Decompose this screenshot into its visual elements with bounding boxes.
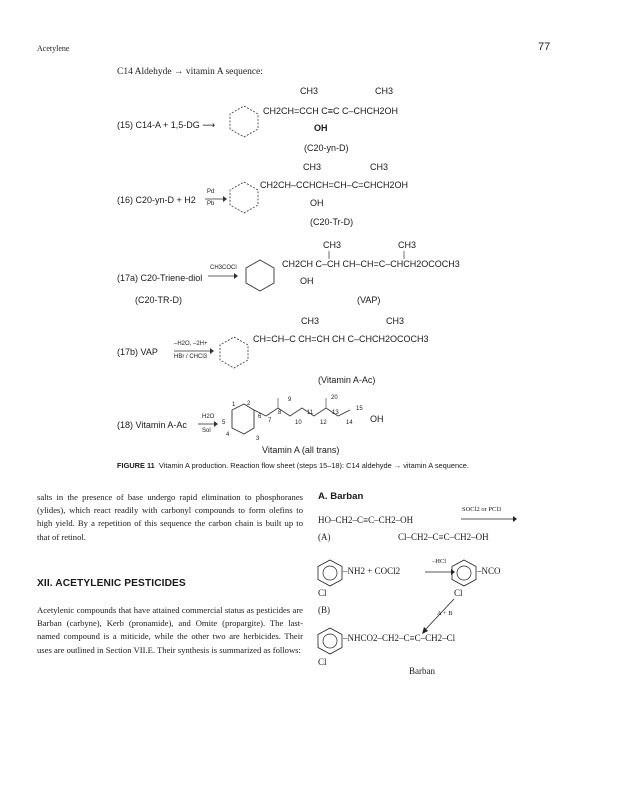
s15-ch3a: CH3	[300, 86, 319, 96]
s16-chain: CH2CH–CCHCH=CH–C=CHCH2OH	[260, 180, 409, 190]
s15-product: (C20-yn-D)	[304, 143, 349, 153]
s18-num-1: 1	[232, 402, 236, 408]
s17b-product: (Vitamin A-Ac)	[318, 375, 376, 385]
s17a-oh: OH	[300, 276, 314, 286]
rxn-a-reagent: SOCl2 or PCl3	[462, 506, 502, 513]
s16-cond-top: Pd	[207, 189, 215, 195]
s17b-arrow	[174, 348, 214, 354]
rxn-a-left: HO–CH2–C≡C–CH2–OH	[318, 515, 414, 525]
rxn-b-cl-left: Cl	[318, 588, 327, 598]
s18-num-15: 15	[356, 406, 363, 412]
caption-label: FIGURE 11	[117, 461, 155, 470]
s17a-ch3a: CH3	[323, 240, 342, 250]
rxn-b-cl-right: Cl	[454, 588, 463, 598]
page-number: 77	[538, 41, 551, 53]
s16-product: (C20-Tr-D)	[310, 217, 354, 227]
s17b-ring	[218, 335, 250, 369]
rxn-b-reagent: –HCl	[432, 558, 447, 565]
barban-ring	[317, 627, 343, 655]
s18-num-13: 13	[332, 410, 339, 416]
s17b-label: (17b) VAP	[117, 347, 158, 357]
rxn-b-arrow-label: A + B	[437, 610, 453, 617]
s17a-bonds	[0, 0, 617, 300]
s18-cond-bot: Sol	[202, 428, 211, 434]
s18-label: (18) Vitamin A-Ac	[117, 420, 187, 430]
paragraph-pesticides: Acetylenic compounds that have attained commercial status as pesticides are Barban (carbyne), Kerb (pronamide), and Omite (propargite). The last-named compound is a miticide, while the other two are herbicides. Their uses are outlined in Section VII.E. Their synthesis is summarized as follows:	[37, 605, 303, 655]
s18-cond-top: H2O	[202, 414, 215, 420]
rxn-b-ring-left	[317, 559, 343, 587]
s17a-chain: CH2CH C–CH CH–CH=C–CHCH2OCOCH3	[282, 259, 460, 269]
rxn-b-ring-right	[451, 559, 477, 587]
s16-oh: OH	[310, 198, 324, 208]
barban-chain: –NHCO2–CH2–C≡C–CH2–Cl	[343, 633, 456, 643]
caption-text: Vitamin A production. Reaction flow sheet (steps 15–18): C14 aldehyde → vitamin A sequence.	[158, 461, 469, 470]
s18-product: Vitamin A (all trans)	[262, 445, 340, 455]
s15-label: (15) C14-A + 1,5-DG ⟶	[117, 120, 216, 130]
s17b-cond-bot: HBr / CHCl3	[174, 354, 208, 360]
s18-num-4: 4	[226, 432, 230, 438]
paragraph-ylides: salts in the presence of base undergo rapid elimination to phosphoranes (ylides), which react readily with carbonyl compounds to form olefins to high yield. By a repetition of this sequence the carbon chain is built up to that of retinol.	[37, 492, 303, 542]
s17a-ch3b: CH3	[398, 240, 417, 250]
s18-num-8: 8	[278, 410, 282, 416]
s16-label: (16) C20-yn-D + H2	[117, 195, 196, 205]
rxn-b-right: –NCO	[477, 566, 501, 576]
s18-num-6: 6	[258, 414, 262, 420]
s16-cond-bot: Pb	[207, 201, 215, 207]
s17b-ch3b: CH3	[386, 316, 405, 326]
s17a-label: (17a) C20-Triene-diol	[117, 273, 203, 283]
rxn-b-diagonal-arrow	[418, 597, 458, 637]
s18-num-10: 10	[295, 420, 302, 426]
s17a-left-label: (C20-TR-D)	[135, 295, 182, 305]
s18-num-20: 20	[331, 395, 338, 401]
subsection-title: A. Barban	[318, 491, 364, 502]
s18-oh: OH	[370, 414, 384, 424]
s18-num-11: 11	[307, 410, 314, 416]
s18-num-9: 9	[288, 397, 292, 403]
rxn-a-arrow	[461, 516, 517, 522]
barban-name: Barban	[409, 666, 435, 676]
s16-ch3a: CH3	[303, 162, 322, 172]
rxn-a-tag: (A)	[318, 532, 331, 542]
rxn-b-left: –NH2 + COCl2	[343, 566, 401, 576]
s18-arrow	[198, 421, 218, 427]
figure-caption	[117, 461, 469, 470]
s18-num-5: 5	[222, 420, 226, 426]
s17b-cond-top: –H2O, –2H+	[174, 341, 208, 347]
s18-num-12: 12	[320, 420, 327, 426]
s15-chain: CH2CH=CCH C≡C C–CHCH2OH	[263, 106, 399, 116]
s17a-right-label: (VAP)	[357, 295, 381, 305]
s17b-ch3a: CH3	[301, 316, 320, 326]
rxn-b-tag: (B)	[318, 605, 330, 615]
s18-num-2: 2	[247, 401, 251, 407]
s17a-cond: CH3COCl	[210, 265, 237, 271]
s18-num-7: 7	[268, 418, 272, 424]
s18-num-14: 14	[346, 420, 353, 426]
barban-cl: Cl	[318, 657, 327, 667]
s17b-chain: CH=CH–C CH=CH CH C–CHCH2OCOCH3	[253, 334, 429, 344]
rxn-a-right: Cl–CH2–C≡C–CH2–OH	[398, 532, 489, 542]
running-title: Acetylene	[37, 44, 70, 53]
s18-num-3: 3	[256, 436, 260, 442]
s16-ch3b: CH3	[370, 162, 389, 172]
s15-oh: OH	[314, 123, 328, 133]
figure-heading: C14 Aldehyde → vitamin A sequence:	[117, 67, 263, 77]
section-title: XII. ACETYLENIC PESTICIDES	[37, 578, 186, 589]
s15-ch3b: CH3	[375, 86, 394, 96]
